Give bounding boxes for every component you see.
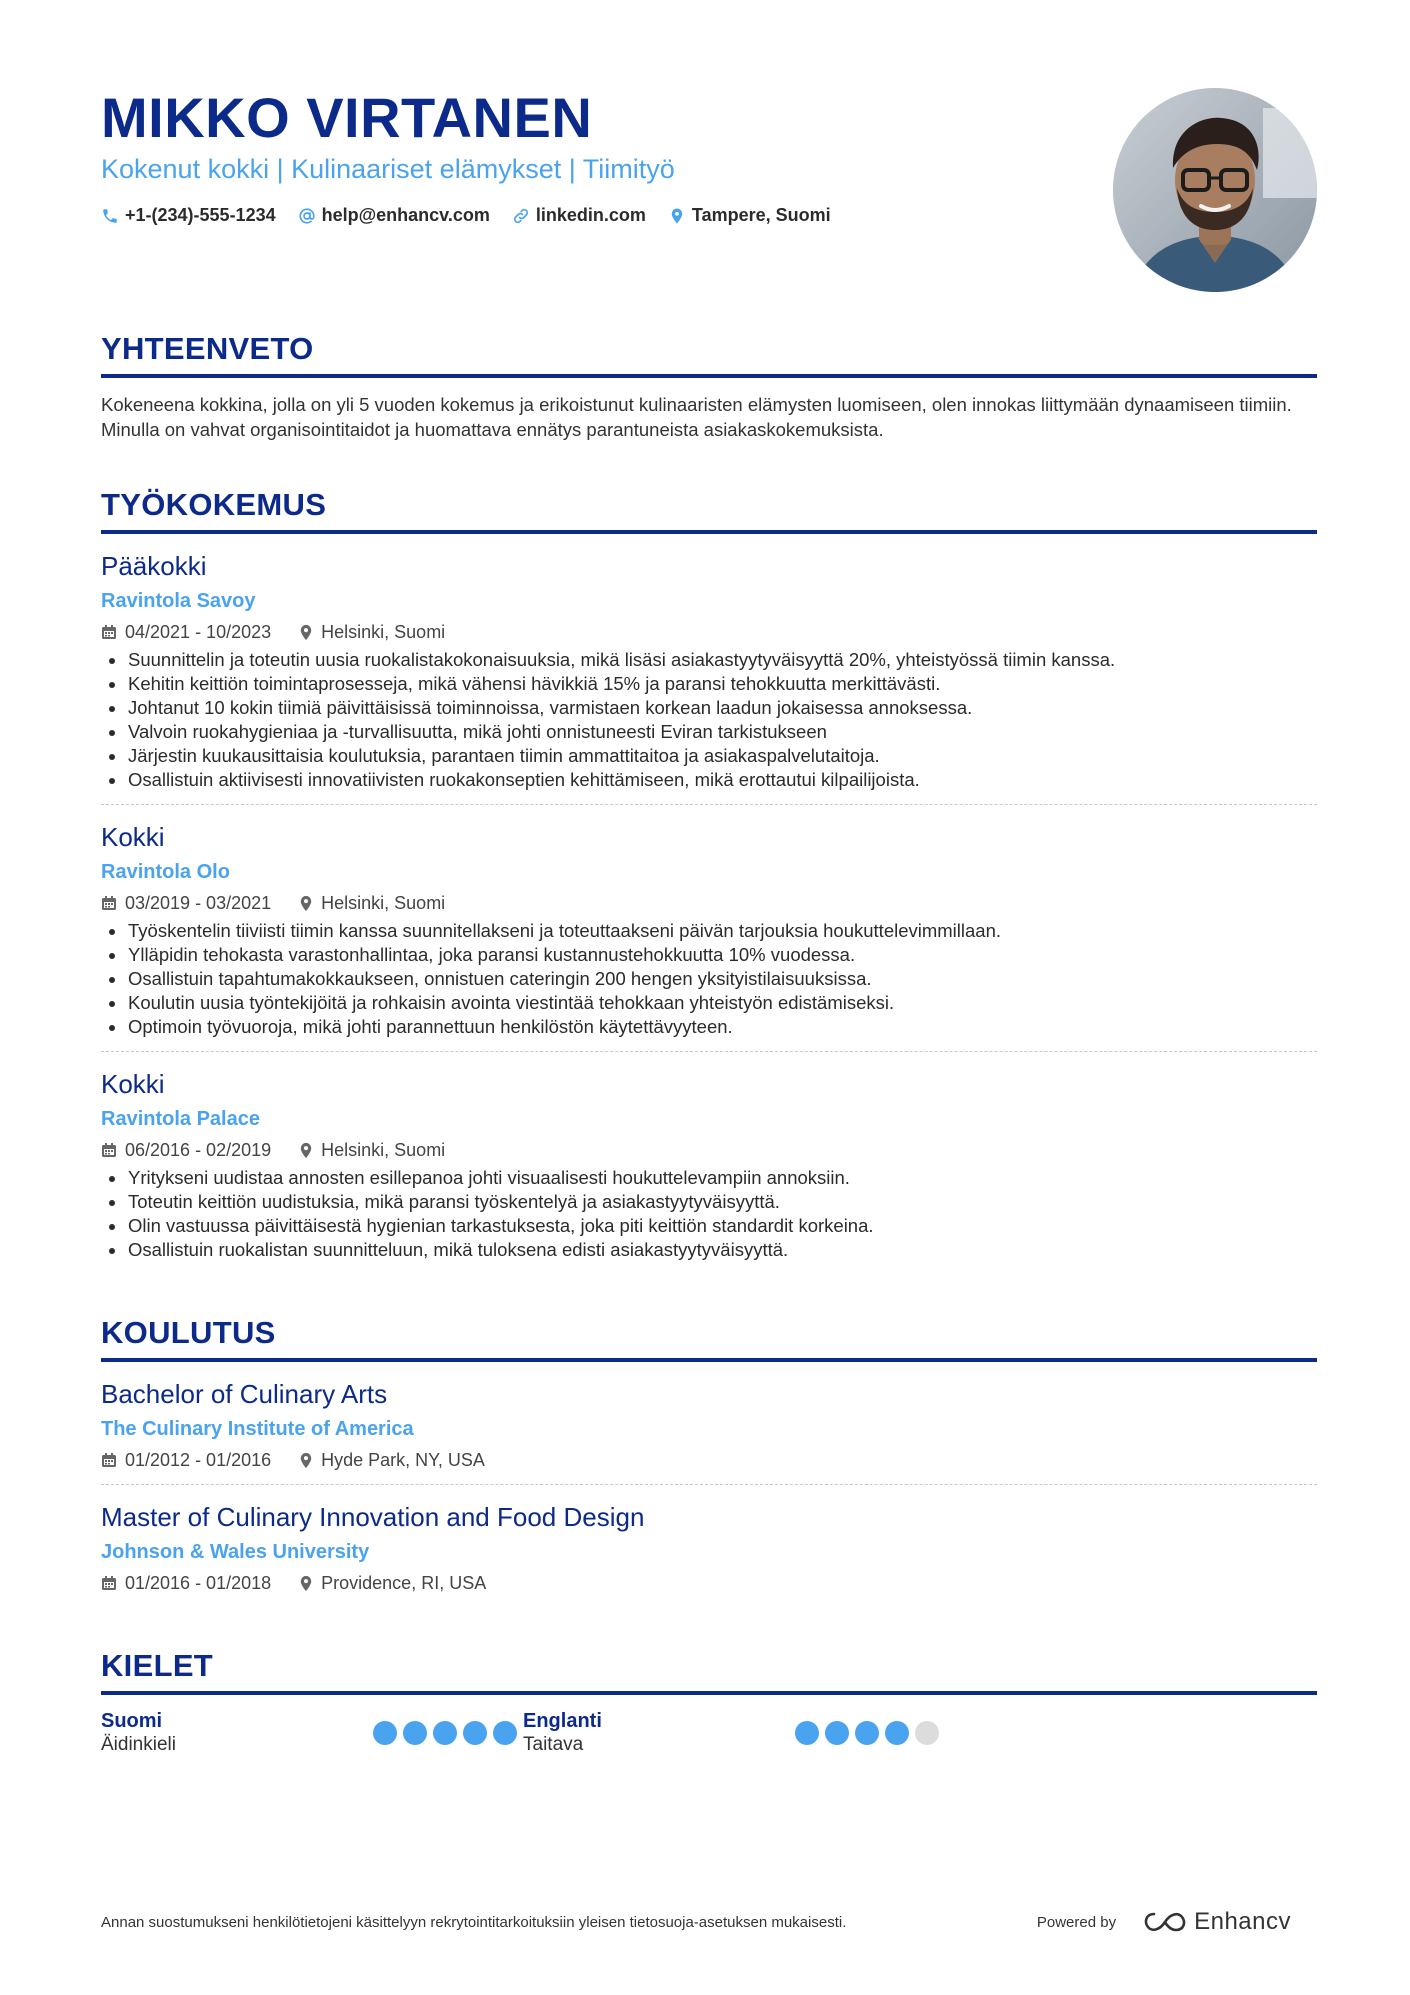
education-entry: [101, 1362, 1317, 1485]
powered-by-label: Powered by: [1036, 1913, 1117, 1931]
language-item: [101, 1709, 523, 1757]
education-dates: 01/2016 - 01/2018: [125, 1573, 272, 1593]
language-name: Englanti: [523, 1710, 602, 1732]
rating-dot-filled: [885, 1721, 909, 1745]
brand-logo: [1142, 1908, 1317, 1936]
job-bullet: Kehitin keittiön toimintaprosesseja, mikä vähensi hävikkiä 15% ja paransi tehokkuutta merkittävästi.: [101, 672, 1317, 696]
rating-dot-filled: [403, 1721, 427, 1745]
language-name: Suomi: [101, 1710, 163, 1732]
location-text: Tampere, Suomi: [691, 205, 831, 225]
job-bullet: Työskentelin tiiviisti tiimin kanssa suunnitellakseni ja toteuttaakseni päivän tarjouksia houkuttelevimmillaan.: [101, 919, 1317, 943]
job-bullet: Valvoin ruokahygieniaa ja -turvallisuutta, mikä johti onnistuneesti Eviran tarkistukseen: [101, 720, 1317, 744]
resume-page: [101, 0, 1317, 1935]
language-item: [523, 1709, 945, 1757]
resume-header: [101, 0, 1317, 330]
location-pin-icon: [299, 1575, 313, 1592]
contact-bar: [101, 205, 853, 226]
calendar-icon: [101, 1142, 117, 1158]
job-bullet: Suunnittelin ja toteutin uusia ruokalistakokonaisuuksia, mikä lisäsi asiakastyytyväisyyttä 20%, yhteistyössä tiimin kanssa.: [101, 648, 1317, 672]
job-bullet: Osallistuin tapahtumakokkaukseen, onnistuen cateringin 200 hengen yksityistilaisuuksissa.: [101, 967, 1317, 991]
brand-name: Enhancv: [1194, 1908, 1291, 1935]
job-bullet: Optimoin työvuoroja, mikä johti parannettuun henkilöstön käytettävyyteen.: [101, 1015, 1317, 1039]
job-role: Pääkokki: [101, 551, 207, 581]
job-company: Ravintola Olo: [101, 861, 230, 883]
contact-linkedin[interactable]: [512, 205, 646, 226]
job-location: Helsinki, Suomi: [321, 893, 446, 913]
candidate-name: MIKKO VIRTANEN: [101, 86, 593, 149]
education-location: Providence, RI, USA: [321, 1573, 487, 1593]
location-pin-icon: [299, 1452, 313, 1469]
summary-title: YHTEENVETO: [101, 330, 1317, 378]
job-meta: [101, 891, 1317, 915]
link-icon: [512, 207, 530, 225]
job-bullet: Ylläpidin tehokasta varastonhallintaa, joka paransi kustannustehokkuutta 10% vuodessa.: [101, 943, 1317, 967]
job-bullet: Osallistuin aktiivisesti innovatiivisten ruokakonseptien kehittämiseen, mikä erottautui kilpailijoista.: [101, 768, 1317, 792]
candidate-headline: Kokenut kokki | Kulinaariset elämykset | Tiimityö: [101, 154, 675, 184]
location-pin-icon: [668, 207, 686, 225]
job-location: Helsinki, Suomi: [321, 622, 446, 642]
summary-section: [101, 330, 1317, 442]
job-bullets: [101, 919, 1317, 1039]
location-pin-icon: [299, 1142, 313, 1159]
calendar-icon: [101, 624, 117, 640]
job-dates: 03/2019 - 03/2021: [125, 893, 272, 913]
rating-dot-empty: [915, 1721, 939, 1745]
languages-title: KIELET: [101, 1647, 1317, 1695]
job-bullet: Koulutin uusia työntekijöitä ja rohkaisin avointa viestintää tehokkaan yhteistyön edistämiseksi.: [101, 991, 1317, 1015]
education-title: KOULUTUS: [101, 1314, 1317, 1362]
languages-section: [101, 1647, 1317, 1757]
contact-phone[interactable]: [101, 205, 276, 226]
language-rating: [373, 1721, 523, 1745]
education-entry: [101, 1485, 1317, 1607]
contact-email[interactable]: [298, 205, 490, 226]
job-bullets: [101, 648, 1317, 792]
education-degree: Bachelor of Culinary Arts: [101, 1379, 388, 1409]
language-level: Taitava: [523, 1734, 584, 1755]
rating-dot-filled: [855, 1721, 879, 1745]
languages-list: [101, 1709, 1317, 1757]
job-bullet: Yritykseni uudistaa annosten esillepanoa johti visuaalisesti houkuttelevampiin annoksiin.: [101, 1166, 1317, 1190]
job-meta: [101, 620, 1317, 644]
job-entry: [101, 534, 1317, 805]
at-icon: [298, 207, 316, 225]
education-school: The Culinary Institute of America: [101, 1418, 414, 1440]
job-entry: [101, 1052, 1317, 1274]
job-bullet: Olin vastuussa päivittäisestä hygienian tarkastuksesta, joka piti keittiön standardit korkeina.: [101, 1214, 1317, 1238]
job-bullet: Johtanut 10 kokin tiimiä päivittäisissä toiminnoissa, varmistaen korkean laadun jokaisessa annoksessa.: [101, 696, 1317, 720]
job-location: Helsinki, Suomi: [321, 1140, 446, 1160]
rating-dot-filled: [493, 1721, 517, 1745]
education-section: [101, 1314, 1317, 1607]
education-meta: [101, 1571, 1317, 1595]
job-bullet: Järjestin kuukausittaisia koulutuksia, parantaen tiimin ammattitaitoa ja asiakaspalvelutaitoja.: [101, 744, 1317, 768]
job-bullet: Toteutin keittiön uudistuksia, mikä paransi työskentelyä ja asiakastyytyväisyyttä.: [101, 1190, 1317, 1214]
language-rating: [795, 1721, 945, 1745]
job-dates: 06/2016 - 02/2019: [125, 1140, 272, 1160]
experience-title: TYÖKOKEMUS: [101, 486, 1317, 534]
email-text: help@enhancv.com: [321, 205, 490, 225]
education-location: Hyde Park, NY, USA: [321, 1450, 485, 1470]
rating-dot-filled: [825, 1721, 849, 1745]
job-role: Kokki: [101, 822, 165, 852]
rating-dot-filled: [373, 1721, 397, 1745]
job-dates: 04/2021 - 10/2023: [125, 622, 272, 642]
enhancv-logo-icon: [1142, 1910, 1188, 1934]
job-role: Kokki: [101, 1069, 165, 1099]
education-meta: [101, 1448, 1317, 1472]
rating-dot-filled: [433, 1721, 457, 1745]
experience-section: [101, 486, 1317, 1274]
job-company: Ravintola Palace: [101, 1108, 260, 1130]
summary-text: Kokeneena kokkina, jolla on yli 5 vuoden kokemus ja erikoistunut kulinaaristen elämysten luomiseen, olen innokas liittymään dynaamiseen tiimiin. Minulla on vahvat organisointitaidot ja huomattava ennätys parantuneista asiakaskokemuksista.: [101, 394, 1292, 440]
language-level: Äidinkieli: [101, 1734, 176, 1755]
job-entry: [101, 805, 1317, 1052]
phone-text: +1-(234)-555-1234: [125, 205, 276, 225]
education-school: Johnson & Wales University: [101, 1541, 370, 1563]
linkedin-text: linkedin.com: [535, 205, 646, 225]
powered-by[interactable]: [1037, 1908, 1317, 1936]
footer: [101, 1908, 1317, 1936]
location-pin-icon: [299, 624, 313, 641]
education-dates: 01/2012 - 01/2016: [125, 1450, 272, 1470]
calendar-icon: [101, 895, 117, 911]
calendar-icon: [101, 1575, 117, 1591]
rating-dot-filled: [795, 1721, 819, 1745]
contact-location: [668, 205, 831, 226]
portrait-image: [1113, 88, 1317, 292]
location-pin-icon: [299, 895, 313, 912]
job-meta: [101, 1138, 1317, 1162]
education-degree: Master of Culinary Innovation and Food Design: [101, 1502, 645, 1532]
calendar-icon: [101, 1452, 117, 1468]
job-company: Ravintola Savoy: [101, 590, 256, 612]
phone-icon: [101, 207, 119, 225]
job-bullets: [101, 1166, 1317, 1262]
consent-text: Annan suostumukseni henkilötietojeni käsittelyyn rekrytointitarkoituksiin yleisen tietosuoja-asetuksen mukaisesti.: [101, 1913, 847, 1931]
job-bullet: Osallistuin ruokalistan suunnitteluun, mikä tuloksena edisti asiakastyytyväisyyttä.: [101, 1238, 1317, 1262]
rating-dot-filled: [463, 1721, 487, 1745]
profile-photo: [1113, 88, 1317, 292]
